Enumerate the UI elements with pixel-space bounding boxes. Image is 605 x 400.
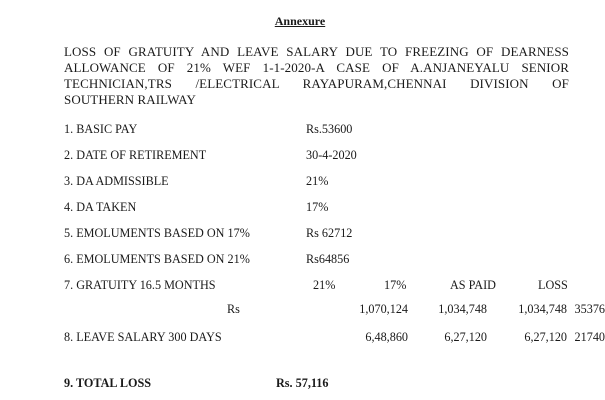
- item-value: 17%: [306, 200, 329, 214]
- item-label: 5. EMOLUMENTS BASED ON 17%: [64, 226, 250, 240]
- leave-salary-17-value: 6,27,120: [444, 330, 487, 344]
- gratuity-21-value: 1,070,124: [359, 302, 408, 316]
- gratuity-values-row: [64, 302, 605, 320]
- item-value: 21%: [306, 174, 329, 188]
- item-emoluments-21: [64, 252, 584, 270]
- item-value: Rs.53600: [306, 122, 353, 136]
- item-label: 1. BASIC PAY: [64, 122, 138, 136]
- item-value: Rs 62712: [306, 226, 353, 240]
- title-line-4: SOUTHERN RAILWAY: [64, 92, 196, 107]
- leave-salary-as-paid-value: 6,27,120: [524, 330, 567, 344]
- leave-salary-label: 8. LEAVE SALARY 300 DAYS: [64, 330, 222, 344]
- total-loss-row: [64, 376, 584, 394]
- gratuity-as-paid-value: 1,034,748: [518, 302, 567, 316]
- header-loss: LOSS: [538, 278, 568, 292]
- gratuity-loss-value: 35376: [574, 302, 605, 316]
- item-basic-pay: [64, 122, 584, 140]
- item-label: 2. DATE OF RETIREMENT: [64, 148, 207, 162]
- header-as-paid: AS PAID: [450, 278, 496, 292]
- item-value: 30-4-2020: [306, 148, 357, 162]
- gratuity-label: 7. GRATUITY 16.5 MONTHS: [64, 278, 216, 292]
- item-label: 3. DA ADMISSIBLE: [64, 174, 169, 188]
- total-loss-label: 9. TOTAL LOSS: [64, 376, 152, 390]
- item-label: 6. EMOLUMENTS BASED ON 21%: [64, 252, 250, 266]
- rs-label: Rs: [227, 302, 240, 316]
- item-da-taken: [64, 200, 584, 218]
- total-loss-value: Rs. 57,116: [276, 376, 329, 390]
- item-emoluments-17: [64, 226, 584, 244]
- leave-salary-21-value: 6,48,860: [365, 330, 408, 344]
- title-line-2: ALLOWANCE OF 21% WEF 1-1-2020-A CASE OF A.ANJANEYALU SENIOR: [64, 60, 569, 75]
- header-17-percent: 17%: [384, 278, 407, 292]
- gratuity-header-row: [64, 278, 584, 296]
- item-value: Rs64856: [306, 252, 350, 266]
- item-label: 4. DA TAKEN: [64, 200, 137, 214]
- gratuity-17-value: 1,034,748: [438, 302, 487, 316]
- title-line-3: TECHNICIAN,TRS /ELECTRICAL RAYAPURAM,CHENNAI DIVISION OF: [64, 76, 569, 91]
- header-21-percent: 21%: [313, 278, 336, 292]
- title-line-1: LOSS OF GRATUITY AND LEAVE SALARY DUE TO FREEZING OF DEARNESS: [64, 44, 569, 59]
- annexure-heading: Annexure: [274, 14, 326, 28]
- leave-salary-row: [64, 330, 605, 348]
- item-date-of-retirement: [64, 148, 584, 166]
- item-da-admissible: [64, 174, 584, 192]
- leave-salary-loss-value: 21740: [574, 330, 605, 344]
